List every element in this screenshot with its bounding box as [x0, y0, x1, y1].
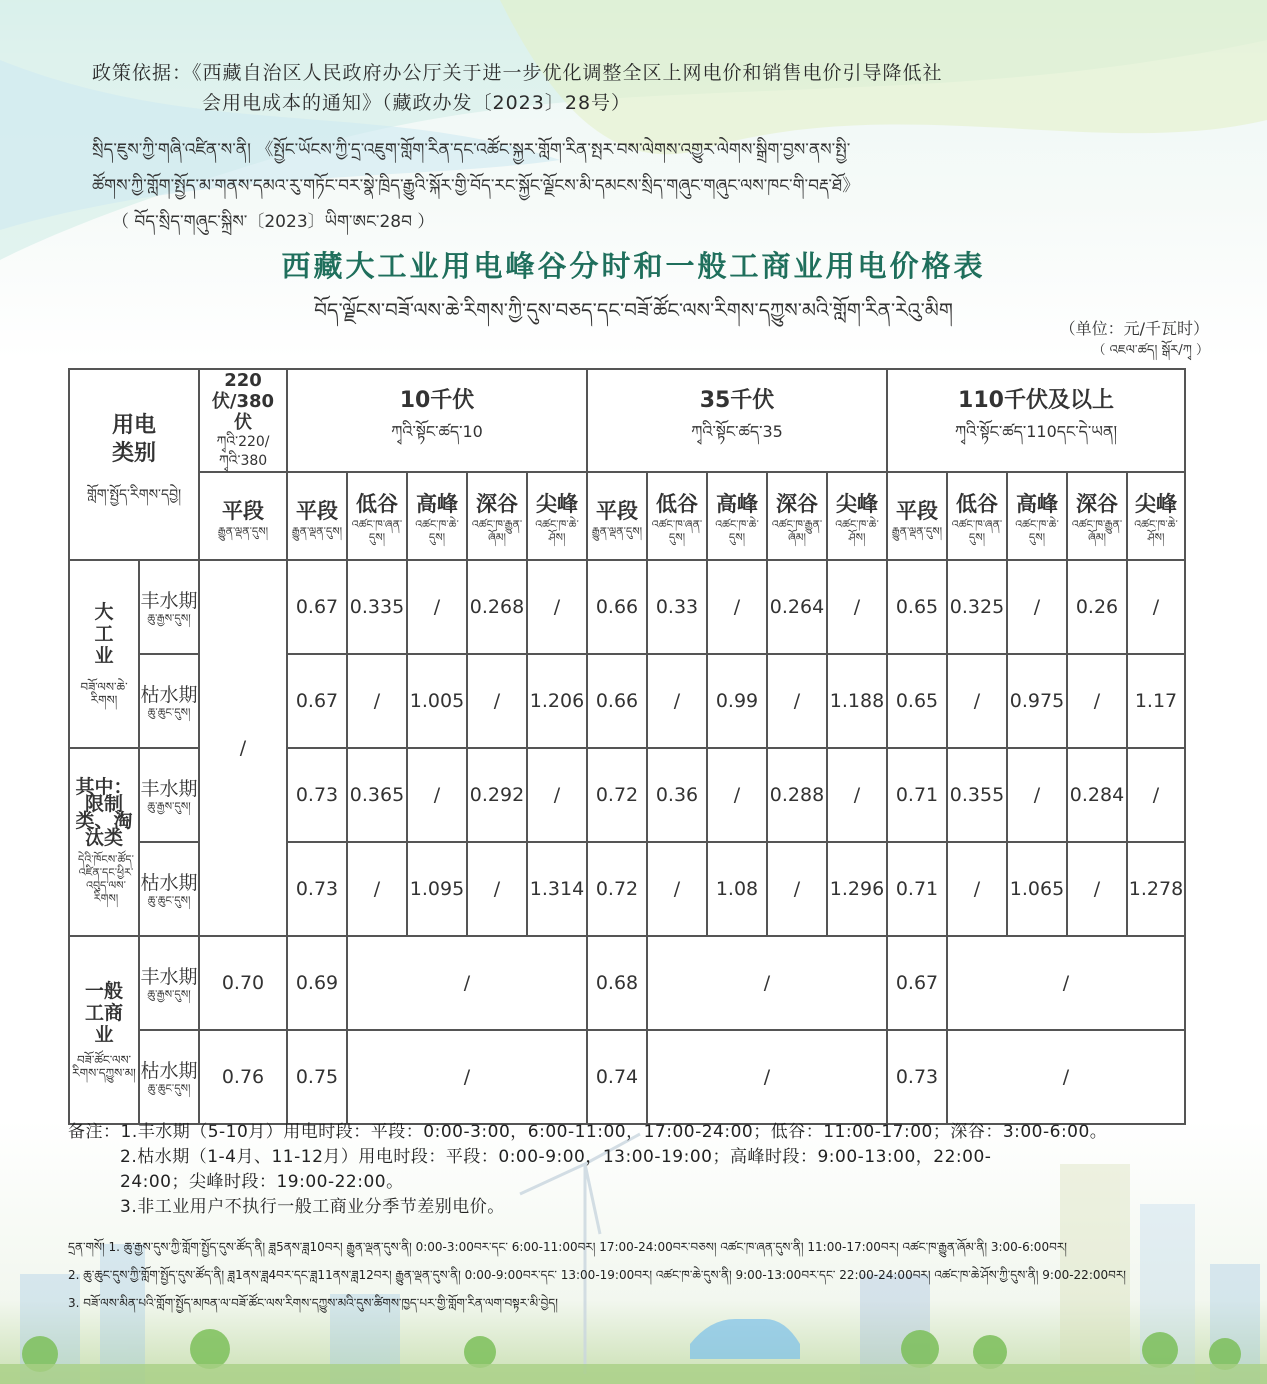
general-dry-v110: 0.73 — [887, 1030, 947, 1124]
general-wet-v10: 0.69 — [287, 936, 347, 1030]
period-label-tibetan: འཚང་ཁ་ཞན་དུས། — [651, 518, 703, 544]
header-category-label: 用电类别 — [111, 412, 156, 466]
period-label-tibetan: འཚང་ཁ་ཆེ་ཤོས། — [835, 518, 879, 544]
general-dry-v10: 0.75 — [287, 1030, 347, 1124]
season-wet-tibetan: ཆུ་རྒྱས་དུས། — [147, 611, 191, 625]
price-cell: / — [1127, 748, 1185, 842]
unit-label — [1060, 318, 1209, 362]
period-header-110kv-3 — [1067, 472, 1127, 560]
season-wet-2 — [139, 748, 199, 842]
season-dry-tibetan: ཆུ་ཆུང་དུས། — [147, 705, 191, 719]
notes-tibetan — [68, 1233, 1178, 1317]
period-header-35kv-4 — [827, 472, 887, 560]
notes — [68, 1120, 1198, 1220]
price-cell: 1.296 — [827, 842, 887, 936]
period-header-35kv-3 — [767, 472, 827, 560]
price-cell: / — [527, 560, 587, 654]
price-cell: / — [707, 560, 767, 654]
period-label-tibetan: འཚང་ཁ་ཆེ་ཤོས། — [1134, 518, 1178, 544]
period-header-10kv-4 — [527, 472, 587, 560]
price-cell: 0.71 — [887, 842, 947, 936]
category-large-industry — [69, 560, 139, 748]
price-cell: 0.975 — [1007, 654, 1067, 748]
period-label: 平段 — [596, 498, 638, 523]
season-dry-3 — [139, 1030, 199, 1124]
header-category-tibetan: གློག་སྤྱོད་རིགས་དབྱེ། — [86, 486, 182, 503]
general-dry-v35-rest: / — [647, 1030, 887, 1124]
general-dry-v10-rest: / — [347, 1030, 587, 1124]
price-cell: 1.278 — [1127, 842, 1185, 936]
price-cell: 0.99 — [707, 654, 767, 748]
period-header-110kv-4 — [1127, 472, 1185, 560]
period-label-tibetan: རྒྱུན་ལྡན་དུས། — [591, 524, 643, 538]
general-label: 一般工商业 — [84, 980, 123, 1046]
period-header-110kv-2 — [1007, 472, 1067, 560]
group-35kv-label: 35千伏 — [699, 387, 775, 413]
unit-zh: （单位：元/千瓦时） — [1059, 319, 1209, 338]
period-label-tibetan: འཚང་ཁ་རྒྱུན་ཞོམ། — [1071, 518, 1123, 544]
season-dry-tibetan-3: ཆུ་ཆུང་དུས། — [147, 1081, 191, 1095]
group-10kv-label: 10千伏 — [399, 387, 475, 413]
note-tibetan-2: 2. ཆུ་ཆུང་དུས་ཀྱི་གློག་སྤྱོད་དུས་ཚོད་ནི། ཟླ1ནས་ཟླ4བར་དང་ཟླ11ནས་ཟླ12བར། རྒྱུན་ལྡན་དུས་ནི། 0:00-9:00བར་དང་ 13:00-19:00བར། འཚང་ཁ་ཆེ་དུས་ནི། 9:00-13:00བར་དང་ 22:00-24:00བར། འཚང་ཁ་ཆེ་ཤོས་ཀྱི་དུས་ནི། 9:00-22:00བར། — [68, 1268, 1126, 1282]
period-label-tibetan: འཚང་ཁ་ཆེ་དུས། — [1015, 518, 1059, 544]
period-v220-tibetan: རྒྱུན་ལྡན་དུས། — [217, 524, 269, 538]
period-label: 高峰 — [416, 492, 458, 516]
period-label: 高峰 — [716, 492, 758, 516]
price-cell: / — [347, 654, 407, 748]
period-label-tibetan: འཚང་ཁ་རྒྱུན་ཞོམ། — [771, 518, 823, 544]
general-wet-v220: 0.70 — [199, 936, 287, 1030]
note-tibetan-3: 3. བཟོ་ལས་མིན་པའི་གློག་སྤྱོད་མཁན་ལ་བཟོ་ཚོང་ལས་རིགས་དཀྱུས་མའི་དུས་ཚིགས་ཁྱད་པར་གྱི་གློག་རིན་ལག་བསྟར་མི་བྱེད། — [68, 1296, 558, 1310]
period-label: 尖峰 — [1135, 492, 1177, 516]
price-cell: 0.284 — [1067, 748, 1127, 842]
general-dry-v110-rest: / — [947, 1030, 1185, 1124]
price-cell: 0.66 — [587, 654, 647, 748]
policy-tibetan — [92, 132, 1172, 240]
general-wet-v10-rest: / — [347, 936, 587, 1030]
period-header-35kv-1 — [647, 472, 707, 560]
restricted-tibetan: དེའི་ཁོངས་ཚོད་འཛིན་དང་ཕྱིར་འབུད་ལས་རིགས། — [78, 853, 134, 905]
policy-tibetan-line1: སྲིད་ཇུས་ཀྱི་གཞི་འཛིན་ས་ནི། 《སྤྱོང་ཡོངས་ཀྱི་དྲ་འཇུག་གློག་རིན་དང་འཚོང་སྐྱར་གློག་རིན་སྤར་བས་ལེགས་འགྱུར་ལེགས་སྒྲིག་བྱས་ནས་སྤྱི་ — [92, 140, 851, 160]
header-group-110kv — [887, 369, 1185, 472]
price-cell: 0.26 — [1067, 560, 1127, 654]
season-wet-label: 丰水期 — [140, 589, 198, 612]
period-header-10kv-0 — [287, 472, 347, 560]
price-cell: / — [467, 842, 527, 936]
table-title: 西藏大工业用电峰谷分时和一般工商业用电价格表 — [281, 249, 986, 283]
period-header-v220 — [199, 472, 287, 560]
price-cell: / — [647, 842, 707, 936]
season-wet-3 — [139, 936, 199, 1030]
period-label-tibetan: རྒྱུན་ལྡན་དུས། — [891, 524, 943, 538]
large-industry-label: 大工业 — [94, 601, 114, 667]
season-dry-label: 枯水期 — [140, 683, 198, 706]
price-cell: / — [827, 748, 887, 842]
header-group-10kv — [287, 369, 587, 472]
season-wet-tibetan-3: ཆུ་རྒྱས་དུས། — [147, 987, 191, 1001]
header-v220-label: 220伏/380伏 — [211, 370, 275, 433]
period-label: 平段 — [896, 498, 938, 523]
season-wet — [139, 560, 199, 654]
price-cell: 0.65 — [887, 560, 947, 654]
season-wet-tibetan-2: ཆུ་རྒྱས་དུས། — [147, 799, 191, 813]
policy-tibetan-line2: ཚོགས་ཀྱི་གློག་སྤྱོད་མ་གནས་དམའ་རུ་གཏོང་བར་སྣེ་ཁྲིད་རྒྱུའི་སྐོར་གྱི་བོད་རང་སྐྱོང་ལྗོངས་མི་དམངས་སྲིད་གཞུང་གཞུང་ལས་ཁང་གི་བརྡ་ཐོ》 — [92, 176, 860, 196]
category-general — [69, 936, 139, 1124]
price-cell: 1.206 — [527, 654, 587, 748]
season-dry — [139, 654, 199, 748]
price-cell: / — [827, 560, 887, 654]
price-cell: 1.095 — [407, 842, 467, 936]
table-title-tibetan: བོད་ལྗོངས་བཟོ་ལས་ཆེ་རིགས་ཀྱི་དུས་བཅད་དང་བཟོ་ཚོང་ལས་རིགས་དཀྱུས་མའི་གློག་རིན་རེའུ་མིག — [314, 298, 953, 322]
period-header-110kv-0 — [887, 472, 947, 560]
price-cell: / — [1067, 842, 1127, 936]
price-cell: 0.355 — [947, 748, 1007, 842]
period-header-110kv-1 — [947, 472, 1007, 560]
price-cell: 0.288 — [767, 748, 827, 842]
price-cell: / — [527, 748, 587, 842]
price-cell: 0.365 — [347, 748, 407, 842]
period-label-tibetan: འཚང་ཁ་རྒྱུན་ཞོམ། — [471, 518, 523, 544]
general-wet-v35: 0.68 — [587, 936, 647, 1030]
note-3: 3.非工业用户不执行一般工商业分季节差别电价。 — [120, 1197, 505, 1217]
group-110kv-label: 110千伏及以上 — [958, 387, 1114, 413]
group-110kv-tibetan: ཀྭའི་སྟོང་ཚད་110དང་དེ་ཡན། — [954, 421, 1118, 441]
price-cell: 0.73 — [287, 748, 347, 842]
period-header-10kv-3 — [467, 472, 527, 560]
period-label: 低谷 — [356, 492, 398, 516]
price-cell: 1.17 — [1127, 654, 1185, 748]
price-cell: / — [407, 748, 467, 842]
price-cell: / — [407, 560, 467, 654]
policy-line1: 《西藏自治区人民政府办公厅关于进一步优化调整全区上网电价和销售电价引导降低社 — [192, 62, 943, 84]
price-cell: 1.065 — [1007, 842, 1067, 936]
period-label-tibetan: འཚང་ཁ་ཆེ་དུས། — [415, 518, 459, 544]
season-dry-2 — [139, 842, 199, 936]
price-cell: 0.65 — [887, 654, 947, 748]
price-cell: 1.314 — [527, 842, 587, 936]
period-label: 深谷 — [476, 492, 518, 516]
period-header-10kv-2 — [407, 472, 467, 560]
price-cell: / — [707, 748, 767, 842]
price-cell: 0.67 — [287, 654, 347, 748]
policy-label: 政策依据： — [92, 62, 193, 84]
season-wet-label-2: 丰水期 — [140, 777, 198, 800]
price-cell: / — [1067, 654, 1127, 748]
note-1: 1.丰水期（5-10月）用电时段：平段：0:00-3:00，6:00-11:00，17:00-24:00；低谷：11:00-17:00；深谷：3:00-6:00。 — [120, 1122, 1108, 1142]
price-cell: 0.292 — [467, 748, 527, 842]
general-wet-v110: 0.67 — [887, 936, 947, 1030]
price-cell: / — [347, 842, 407, 936]
price-cell: 0.71 — [887, 748, 947, 842]
price-cell: 0.72 — [587, 748, 647, 842]
note-2b: 24:00；尖峰时段：19:00-22:00。 — [120, 1172, 404, 1192]
price-cell: 0.67 — [287, 560, 347, 654]
price-cell: 0.335 — [347, 560, 407, 654]
category-restricted — [69, 748, 139, 936]
period-label: 低谷 — [656, 492, 698, 516]
period-label: 尖峰 — [836, 492, 878, 516]
period-label: 深谷 — [1076, 492, 1118, 516]
season-wet-label-3: 丰水期 — [140, 965, 198, 988]
notes-label: 备注： — [68, 1122, 121, 1142]
note-2a: 2.枯水期（1-4月、11-12月）用电时段：平段：0:00-9:00，13:00-19:00；高峰时段：9:00-13:00，22:00- — [120, 1147, 992, 1167]
price-cell: / — [947, 654, 1007, 748]
season-dry-tibetan-2: ཆུ་ཆུང་དུས། — [147, 893, 191, 907]
policy-basis — [92, 58, 1192, 118]
price-cell: 0.325 — [947, 560, 1007, 654]
period-label: 低谷 — [956, 492, 998, 516]
season-dry-label-3: 枯水期 — [140, 1059, 198, 1082]
price-cell: 0.66 — [587, 560, 647, 654]
general-wet-v35-rest: / — [647, 936, 887, 1030]
header-category — [69, 369, 199, 560]
price-cell: 0.268 — [467, 560, 527, 654]
period-header-35kv-2 — [707, 472, 767, 560]
season-dry-label-2: 枯水期 — [140, 871, 198, 894]
price-cell: / — [1007, 748, 1067, 842]
price-cell: / — [767, 842, 827, 936]
price-cell: / — [647, 654, 707, 748]
general-dry-v220: 0.76 — [199, 1030, 287, 1124]
price-cell: 0.72 — [587, 842, 647, 936]
period-label-tibetan: འཚང་ཁ་ཞན་དུས། — [951, 518, 1003, 544]
price-table — [68, 368, 1186, 1125]
group-10kv-tibetan: ཀྭའི་སྟོང་ཚད་10 — [391, 421, 483, 441]
price-cell: 0.264 — [767, 560, 827, 654]
header-v220 — [199, 369, 287, 472]
policy-line2: 会用电成本的通知》（藏政办发〔2023〕28号） — [202, 92, 632, 114]
price-cell: / — [1007, 560, 1067, 654]
period-header-10kv-1 — [347, 472, 407, 560]
price-cell: 0.33 — [647, 560, 707, 654]
period-v220-label: 平段 — [222, 498, 264, 523]
period-label: 平段 — [296, 498, 338, 523]
price-cell: / — [467, 654, 527, 748]
policy-tibetan-line3: （ བོད་སྲིད་གཞུང་སྐྲིས་〔2023〕ཡིག་ཨང་28བ ） — [112, 212, 435, 232]
price-cell: 0.73 — [287, 842, 347, 936]
price-cell: / — [767, 654, 827, 748]
group-35kv-tibetan: ཀྭའི་སྟོང་ཚད་35 — [691, 421, 783, 441]
large-v220-cell: / — [199, 560, 287, 936]
header-group-35kv — [587, 369, 887, 472]
large-industry-tibetan: བཟོ་ལས་ཆེ་རིགས། — [80, 680, 128, 707]
period-label: 深谷 — [776, 492, 818, 516]
price-cell: 0.36 — [647, 748, 707, 842]
period-label-tibetan: རྒྱུན་ལྡན་དུས། — [291, 524, 343, 538]
header-v220-tibetan: ཀྭའི་220/ཀྭའི་380 — [216, 434, 270, 469]
period-label-tibetan: འཚང་ཁ་ཆེ་དུས། — [715, 518, 759, 544]
period-label-tibetan: འཚང་ཁ་ཆེ་ཤོས། — [535, 518, 579, 544]
price-cell: 1.188 — [827, 654, 887, 748]
note-tibetan-1: དྲན་གསོ། 1. ཆུ་རྒྱས་དུས་ཀྱི་གློག་སྤྱོད་དུས་ཚོད་ནི། ཟླ5ནས་ཟླ10བར། རྒྱུན་ལྡན་དུས་ནི། 0:00-3:00བར་དང་ 6:00-11:00བར། 17:00-24:00བར་བཅས། འཚང་ཁ་ཞན་དུས་ནི། 11:00-17:00བར། འཚང་ཁ་རྒྱུན་ཞོམ་ནི། 3:00-6:00བར། — [68, 1240, 1067, 1254]
price-cell: 1.005 — [407, 654, 467, 748]
price-cell: / — [1127, 560, 1185, 654]
general-dry-v35: 0.74 — [587, 1030, 647, 1124]
price-cell: / — [947, 842, 1007, 936]
period-header-35kv-0 — [587, 472, 647, 560]
restricted-label: 其中：限制类、淘汰类 — [75, 776, 133, 849]
general-wet-v110-rest: / — [947, 936, 1185, 1030]
period-label: 高峰 — [1016, 492, 1058, 516]
unit-tib: （ འཇལ་ཚད། སྒོར/ཀྭ ） — [1092, 343, 1209, 358]
price-cell: 1.08 — [707, 842, 767, 936]
general-tibetan: བཟོ་ཚོང་ལས་རིགས་དཀྱུས་མ། — [72, 1053, 136, 1080]
period-label: 尖峰 — [536, 492, 578, 516]
period-label-tibetan: འཚང་ཁ་ཞན་དུས། — [351, 518, 403, 544]
